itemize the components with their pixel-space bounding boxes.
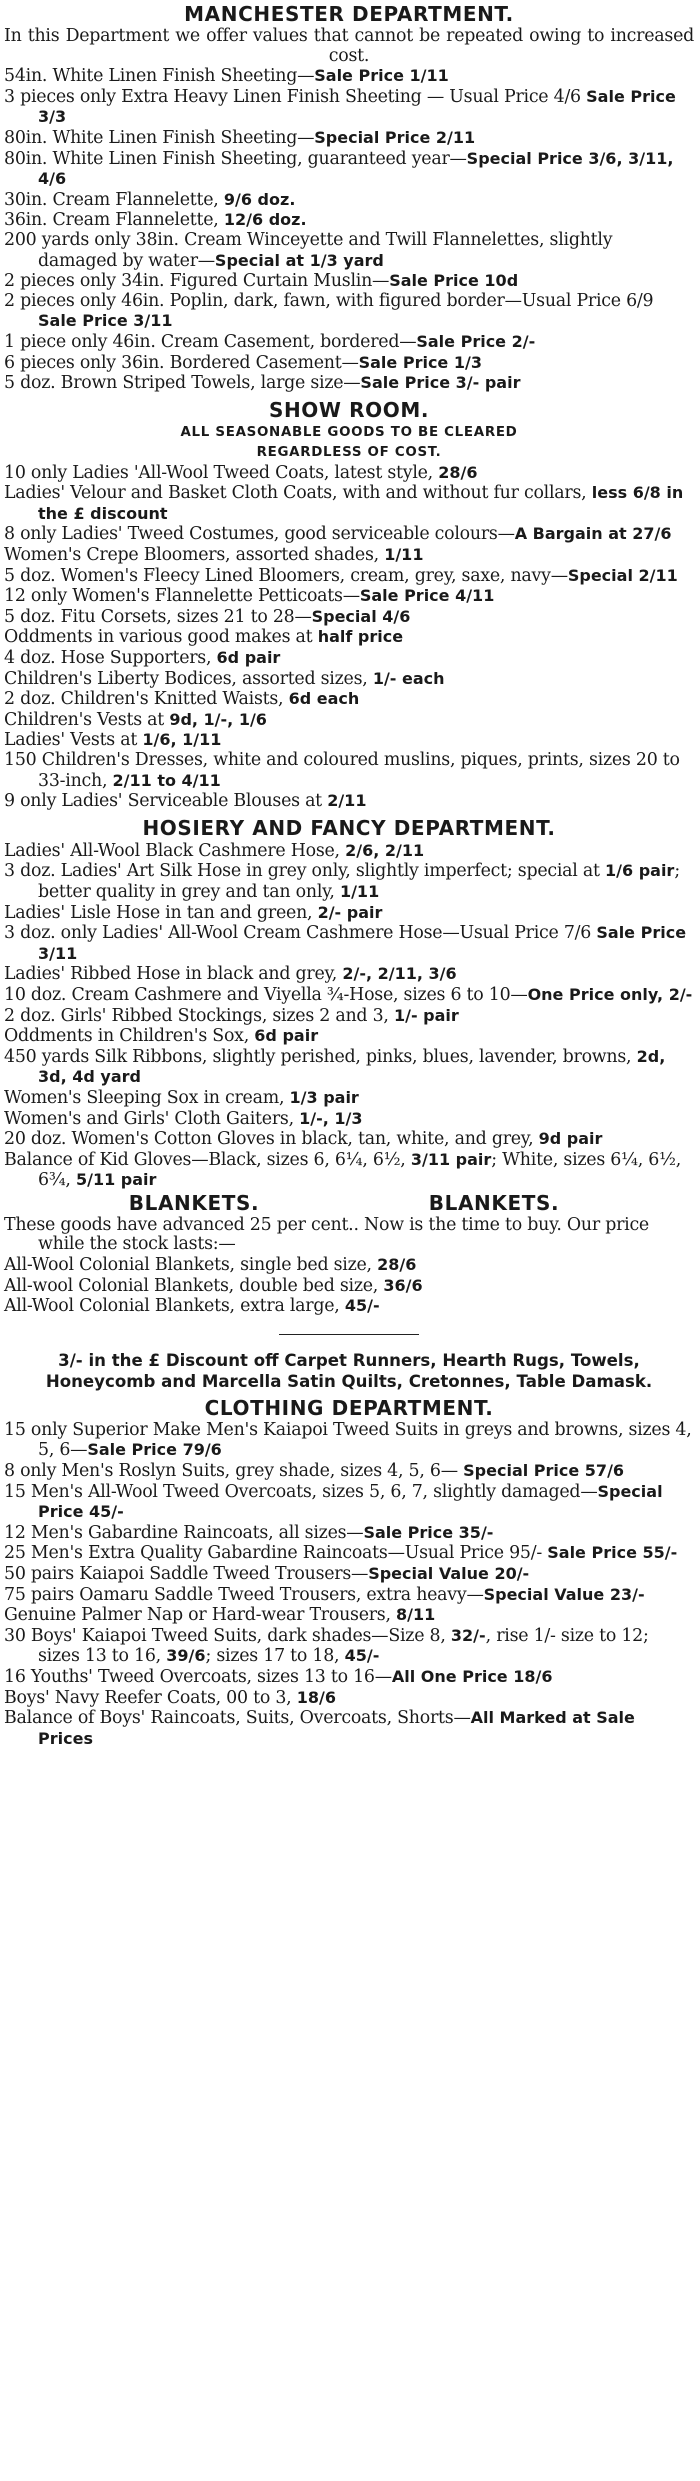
list-item — [4, 964, 694, 985]
list-item — [4, 292, 694, 332]
item-price: Sale Price 2/- — [416, 331, 536, 351]
item-text: 5 doz. Women's Fleecy Lined Bloomers, cream, grey, saxe, navy— — [4, 565, 568, 586]
hosiery-section — [4, 816, 694, 1191]
item-price: Special Value 23/- — [483, 1584, 645, 1604]
section-heading: MANCHESTER DEPARTMENT. — [184, 2, 514, 26]
item-text: All-wool Colonial Blankets, double bed size, — [4, 1275, 384, 1296]
list-item — [4, 1585, 694, 1606]
list-item — [4, 1129, 694, 1150]
item-text: 36in. Cream Flannelette, — [4, 210, 224, 231]
item-price: 2/- pair — [317, 902, 383, 922]
item-price: 2/11 to 4/11 — [112, 770, 221, 790]
item-price: One Price only, 2/- — [527, 984, 693, 1004]
item-price: A Bargain at 27/6 — [514, 524, 672, 544]
list-item — [4, 669, 694, 690]
section-heading: HOSIERY AND FANCY DEPARTMENT. — [142, 815, 556, 840]
section-subheading: ALL SEASONABLE GOODS TO BE CLEARED — [180, 424, 518, 440]
item-price: 5/11 pair — [75, 1170, 157, 1190]
item-text: 4 doz. Hose Supporters, — [4, 648, 217, 669]
item-price: Special Price 2/11 — [314, 127, 476, 147]
list-item — [4, 1564, 694, 1585]
item-price: Sale Price 79/6 — [87, 1440, 222, 1460]
item-text: 200 yards only 38in. Cream Winceyette and Twill Flannelettes, slightly damaged by water— — [4, 229, 613, 271]
item-text: All-Wool Colonial Blankets, single bed size, — [4, 1255, 378, 1276]
item-text: Boys' Navy Reefer Coats, 00 to 3, — [4, 1687, 297, 1708]
item-price: 45/- — [344, 1296, 380, 1316]
item-text: ; sizes 17 to 18, — [205, 1646, 345, 1667]
item-price: All Marked at Sale Prices — [38, 1708, 635, 1748]
item-price: 1/-, 1/3 — [299, 1108, 363, 1128]
list-item — [4, 332, 694, 353]
showroom-section — [4, 398, 694, 812]
item-price: Sale Price 55/- — [547, 1543, 678, 1563]
item-text: 3 doz. Ladies' Art Silk Hose in grey only, slightly imperfect; special at — [4, 861, 606, 882]
item-price: Sale Price 4/11 — [359, 586, 495, 606]
item-text: Children's Vests at — [4, 709, 170, 730]
item-price: Sale Price 3/3 — [38, 86, 676, 127]
item-text: 15 only Superior Make Men's Kaiapoi Tweed Suits in greys and browns, sizes 4, 5, 6— — [4, 1419, 692, 1461]
item-text: 25 Men's Extra Quality Gabardine Raincoats—Usual Price 95/- — [4, 1543, 548, 1564]
manchester-section — [4, 2, 694, 394]
list-item — [4, 353, 694, 374]
item-price: Special at 1/3 yard — [214, 250, 384, 270]
list-item — [4, 545, 694, 566]
item-text: 450 yards Silk Ribbons, slightly perished, pinks, blues, lavender, browns, — [4, 1046, 637, 1067]
item-text: 3 doz. only Ladies' All-Wool Cream Cashmere Hose—Usual Price 7/6 — [4, 923, 597, 944]
item-price: Sale Price 1/3 — [358, 352, 482, 372]
item-price: Sale Price 1/11 — [314, 66, 449, 86]
item-text: 15 Men's All-Wool Tweed Overcoats, sizes 5, 6, 7, slightly damaged— — [4, 1481, 598, 1502]
item-text: ; White, sizes 6¼, 6½, 6¾, — [38, 1149, 681, 1191]
item-price: 9/6 doz. — [223, 189, 296, 209]
item-price: 8/11 — [396, 1605, 436, 1625]
list-item — [4, 1708, 694, 1749]
item-text: ; better quality in grey and tan only, — [38, 861, 680, 902]
list-item — [4, 1026, 694, 1047]
item-price: 1/3 pair — [289, 1087, 359, 1107]
item-text: 2 pieces only 34in. Figured Curtain Muslin— — [4, 271, 390, 292]
section-intro: These goods have advanced 25 per cent.. Now is the time to buy. Our price while the stock lasts:— — [4, 1214, 649, 1255]
item-price: 32/- — [450, 1625, 486, 1645]
list-item — [4, 1667, 694, 1688]
item-price: 2/11 — [327, 791, 367, 811]
clothing-section — [4, 1396, 694, 1750]
item-text: Oddments in Children's Sox, — [4, 1026, 255, 1047]
item-text: Oddments in various good makes at — [4, 627, 318, 648]
list-item — [4, 710, 694, 731]
item-price: Special Price 57/6 — [463, 1461, 625, 1481]
item-text: 30in. Cream Flannelette, — [4, 189, 224, 210]
list-item — [4, 1482, 694, 1523]
item-price: Special 4/6 — [311, 606, 411, 626]
item-price: Special Price 3/6, 3/11, 4/6 — [38, 148, 674, 189]
list-item — [4, 751, 694, 791]
list-item — [4, 210, 694, 231]
item-price: 6d pair — [216, 648, 281, 668]
item-price: Special Price 45/- — [38, 1481, 663, 1522]
item-text: 10 doz. Cream Cashmere and Viyella ¾-Hose, sizes 6 to 10— — [4, 984, 528, 1005]
section-heading — [4, 1191, 694, 1216]
item-price: 2/-, 2/11, 3/6 — [342, 964, 457, 984]
list-item — [4, 271, 694, 292]
discount-notice: 3/- in the £ Discount off Carpet Runners, Hearth Rugs, Towels, Honeycomb and Marcella Satin Quilts, Cretonnes, Table Damask. — [45, 1350, 653, 1392]
list-item — [4, 985, 694, 1006]
item-text: Ladies' Ribbed Hose in black and grey, — [4, 964, 343, 985]
item-price: 6d each — [288, 689, 360, 709]
item-text: 16 Youths' Tweed Overcoats, sizes 13 to 16— — [4, 1666, 392, 1687]
item-price: 12/6 doz. — [223, 210, 307, 230]
item-price: Special 2/11 — [567, 565, 678, 585]
item-price: 6d pair — [254, 1026, 319, 1046]
item-text: Balance of Boys' Raincoats, Suits, Overcoats, Shorts— — [4, 1708, 471, 1729]
item-text: 20 doz. Women's Cotton Gloves in black, tan, white, and grey, — [4, 1129, 539, 1150]
item-text: 54in. White Linen Finish Sheeting— — [4, 66, 315, 87]
item-text: , rise 1/- size to 12; sizes 13 to 16, — [38, 1625, 649, 1667]
item-price: 2d, 3d, 4d yard — [38, 1046, 666, 1087]
item-price: 36/6 — [383, 1275, 423, 1295]
item-text: 10 only Ladies 'All-Wool Tweed Coats, latest style, — [4, 462, 439, 483]
item-price: Sale Price 10d — [389, 271, 519, 291]
list-item — [4, 66, 694, 87]
list-item — [4, 1296, 694, 1317]
section-heading: CLOTHING DEPARTMENT. — [204, 1395, 494, 1420]
item-text: 12 Men's Gabardine Raincoats, all sizes— — [4, 1522, 364, 1543]
list-item — [4, 190, 694, 211]
item-price: Sale Price 3/11 — [38, 923, 687, 963]
list-item — [4, 87, 694, 128]
list-item — [4, 841, 694, 862]
item-text: Children's Liberty Bodices, assorted sizes, — [4, 668, 373, 689]
heading-right: BLANKETS. — [428, 1190, 560, 1215]
item-price: 28/6 — [438, 462, 478, 482]
list-item — [4, 1006, 694, 1027]
list-item — [4, 648, 694, 669]
item-text: 6 pieces only 36in. Bordered Casement— — [4, 352, 359, 373]
item-price: Special Value 20/- — [368, 1564, 530, 1583]
item-text: Women's and Girls' Cloth Gaiters, — [4, 1108, 300, 1129]
item-text: Balance of Kid Gloves—Black, sizes 6, 6¼, 6½, — [4, 1149, 411, 1170]
list-item — [4, 1421, 694, 1461]
item-text: 12 only Women's Flannelette Petticoats— — [4, 586, 360, 607]
list-item — [4, 903, 694, 924]
item-text: Ladies' Velour and Basket Cloth Coats, with and without fur collars, — [4, 483, 592, 504]
list-item — [4, 1109, 694, 1130]
list-item — [4, 524, 694, 545]
section-intro: In this Department we offer values that cannot be repeated owing to increased cost. — [4, 26, 694, 66]
item-price: Sale Price 3/- pair — [360, 373, 521, 393]
blankets-section — [4, 1191, 694, 1317]
item-text: 9 only Ladies' Serviceable Blouses at — [4, 791, 328, 812]
item-price: 39/6 — [166, 1646, 206, 1666]
item-text: 2 doz. Girls' Ribbed Stockings, sizes 2 and 3, — [4, 1005, 394, 1026]
item-text: 50 pairs Kaiapoi Saddle Tweed Trousers— — [4, 1564, 369, 1584]
list-item — [4, 1543, 694, 1564]
list-item — [4, 861, 694, 902]
list-item — [4, 1276, 694, 1297]
item-text: Genuine Palmer Nap or Hard-wear Trousers, — [4, 1605, 397, 1626]
item-price: half price — [317, 627, 404, 647]
list-item — [4, 566, 694, 587]
list-item — [4, 1461, 694, 1482]
list-item — [4, 1688, 694, 1709]
item-text: Women's Sleeping Sox in cream, — [4, 1087, 290, 1108]
list-item — [4, 1088, 694, 1109]
list-item — [4, 1150, 694, 1191]
item-price: less 6/8 in the £ discount — [38, 483, 684, 523]
item-price: All One Price 18/6 — [391, 1666, 553, 1686]
section-heading: SHOW ROOM. — [268, 397, 430, 422]
item-price: 3/11 pair — [410, 1149, 492, 1169]
list-item — [4, 463, 694, 484]
list-item — [4, 923, 694, 964]
list-item — [4, 1605, 694, 1626]
item-text: Women's Crepe Bloomers, assorted shades, — [4, 545, 385, 566]
list-item — [4, 373, 694, 394]
item-text: 2 doz. Children's Knitted Waists, — [4, 689, 289, 710]
item-price: Sale Price 3/11 — [38, 311, 173, 331]
item-price: 1/- each — [372, 668, 445, 688]
item-price: 1/6, 1/11 — [142, 730, 222, 750]
item-text: All-Wool Colonial Blankets, extra large, — [4, 1296, 345, 1317]
list-item — [4, 128, 694, 149]
item-text: 30 Boys' Kaiapoi Tweed Suits, dark shades—Size 8, — [4, 1625, 451, 1646]
item-price: 18/6 — [296, 1687, 336, 1707]
item-text: 5 doz. Brown Striped Towels, large size— — [4, 373, 361, 394]
list-item — [4, 1626, 694, 1667]
item-price: 1/- pair — [393, 1005, 459, 1025]
list-item — [4, 607, 694, 628]
list-item — [4, 483, 694, 524]
item-price: 1/6 pair — [605, 861, 675, 881]
list-item — [4, 689, 694, 710]
item-price: 1/11 — [384, 545, 424, 565]
item-text: 3 pieces only Extra Heavy Linen Finish Sheeting — Usual Price 4/6 — [4, 86, 587, 107]
item-price: 28/6 — [377, 1255, 417, 1275]
list-item — [4, 791, 694, 812]
divider-rule — [279, 1334, 419, 1335]
item-text: 80in. White Linen Finish Sheeting, guaranteed year— — [4, 148, 467, 169]
item-text: 8 only Men's Roslyn Suits, grey shade, sizes 4, 5, 6— — [4, 1461, 464, 1482]
list-item — [4, 586, 694, 607]
item-text: 8 only Ladies' Tweed Costumes, good serviceable colours— — [4, 524, 515, 545]
item-price: 9d pair — [538, 1129, 603, 1149]
item-price: 2/6, 2/11 — [345, 840, 425, 860]
item-price: 1/11 — [339, 881, 380, 901]
item-price: 9d, 1/-, 1/6 — [169, 709, 267, 729]
item-text: 1 piece only 46in. Cream Casement, bordered— — [4, 331, 417, 352]
list-item — [4, 730, 694, 751]
item-price: 45/- — [344, 1646, 380, 1666]
list-item — [4, 1047, 694, 1088]
item-text: Ladies' Lisle Hose in tan and green, — [4, 902, 318, 923]
item-text: 2 pieces only 46in. Poplin, dark, fawn, with figured border—Usual Price 6/9 — [4, 290, 654, 311]
item-text: 75 pairs Oamaru Saddle Tweed Trousers, extra heavy— — [4, 1584, 484, 1605]
item-text: 150 Children's Dresses, white and coloured muslins, piques, prints, sizes 20 to 33-inch, — [4, 750, 680, 791]
item-text: Ladies' Vests at — [4, 730, 143, 751]
item-text: Ladies' All-Wool Black Cashmere Hose, — [4, 840, 346, 861]
item-text: 80in. White Linen Finish Sheeting— — [4, 127, 315, 148]
list-item — [4, 149, 694, 190]
section-subheading: REGARDLESS OF COST. — [256, 444, 442, 460]
item-price: Sale Price 35/- — [363, 1522, 494, 1542]
heading-left: BLANKETS. — [128, 1190, 260, 1215]
item-text: 5 doz. Fitu Corsets, sizes 21 to 28— — [4, 606, 312, 627]
list-item — [4, 231, 694, 271]
list-item — [4, 627, 694, 648]
list-item — [4, 1523, 694, 1544]
list-item — [4, 1255, 694, 1276]
